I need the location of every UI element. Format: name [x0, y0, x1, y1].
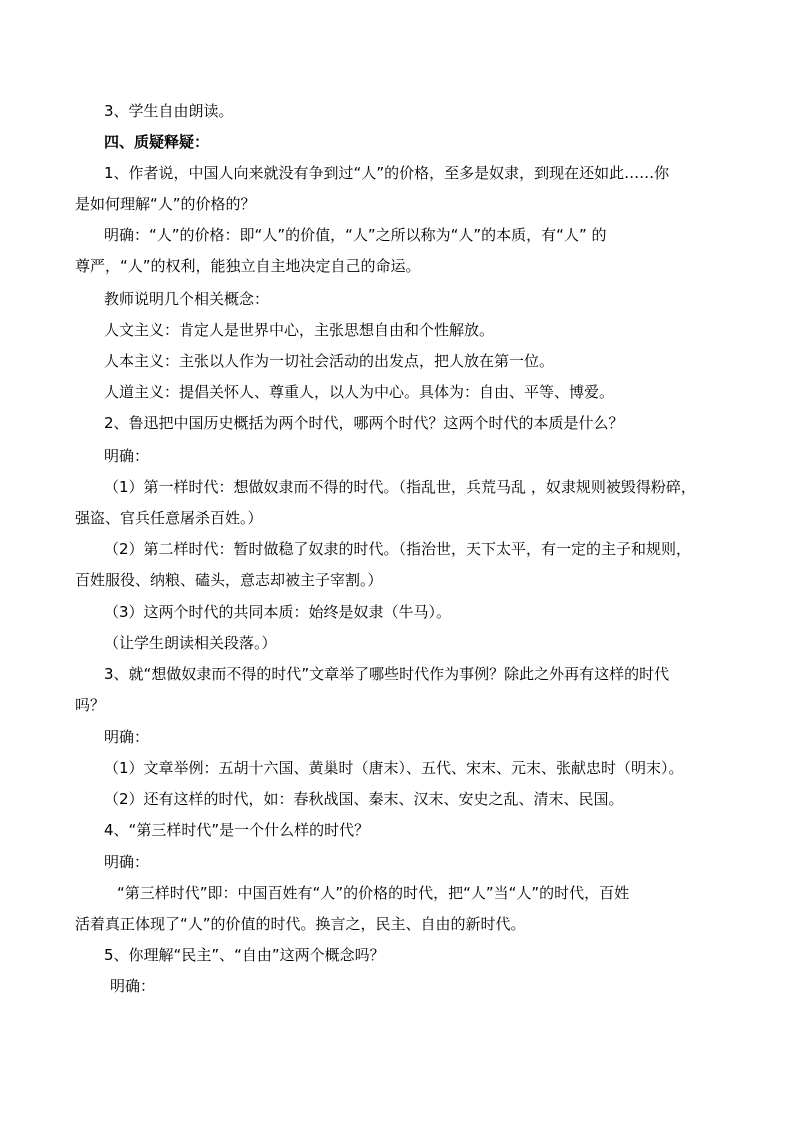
teacher-note: 教师说明几个相关概念： [104, 290, 270, 308]
concept-humanism: 人文主义：肯定人是世界中心，主张思想自由和个性解放。 [104, 321, 495, 339]
concept-human-centered: 人本主义：主张以人作为一切社会活动的出发点，把人放在第一位。 [104, 352, 555, 370]
question-5: 5、你理解“民主”、“自由”这两个概念吗？ [104, 946, 385, 964]
answer-4-line-2: 活着真正体现了“人”的价值的时代。换言之，民主、自由的新时代。 [75, 915, 526, 933]
answer-1-line-2: 尊严，“人”的权利，能独立自主地决定自己的命运。 [75, 257, 421, 275]
list-item-3: 3、学生自由朗读。 [104, 102, 234, 120]
answer-1-line-1: 明确：“人”的价格：即“人”的价值，“人”之所以称为“人”的本质，有“人” 的 [104, 226, 607, 244]
question-2: 2、鲁迅把中国历史概括为两个时代，哪两个时代？这两个时代的本质是什么？ [104, 414, 624, 432]
answer-2-item-1-line-1: （1）第一样时代：想做奴隶而不得的时代。（指乱世，兵荒马乱 ，奴隶规则被毁得粉碎， [104, 478, 696, 496]
answer-2-item-2-line-2: 百姓服役、纳粮、磕头，意志却被主子宰割。） [75, 571, 383, 589]
reading-instruction: （让学生朗读相关段落。） [104, 634, 277, 652]
concept-humanitarian: 人道主义：提倡关怀人、尊重人，以人为中心。具体为：自由、平等、博爱。 [104, 383, 615, 401]
answer-5-label: 明确： [110, 977, 156, 995]
answer-2-item-2-line-1: （2）第二样时代：暂时做稳了奴隶的时代。（指治世，天下太平，有一定的主子和规则， [104, 540, 692, 558]
section-heading-4: 四、质疑释疑： [104, 133, 210, 151]
answer-3-item-2: （2）还有这样的时代，如：春秋战国、秦末、汉末、安史之乱、清末、民国。 [104, 790, 624, 808]
answer-4-label: 明确： [104, 853, 150, 871]
answer-3-item-1: （1）文章举例：五胡十六国、黄巢时（唐末）、五代、宋末、元末、张献忠时（明末）。 [104, 759, 684, 777]
question-1-line-2: 是如何理解“人”的价格的？ [75, 195, 256, 213]
question-1-line-1: 1、作者说，中国人向来就没有争到过“人”的价格，至多是奴隶，到现在还如此……你 [104, 164, 670, 182]
question-4: 4、“第三样时代”是一个什么样的时代？ [104, 821, 370, 839]
answer-4-line-1: “第三样时代”即：中国百姓有“人”的价格的时代，把“人”当“人”的时代，百姓 [117, 884, 630, 902]
answer-2-item-1-line-2: 强盗、官兵任意屠杀百姓。） [75, 509, 263, 527]
question-3-line-2: 吗？ [75, 696, 106, 714]
answer-3-label: 明确： [104, 728, 150, 746]
answer-2-item-3: （3）这两个时代的共同本质：始终是奴隶（牛马）。 [104, 603, 452, 621]
answer-2-label: 明确： [104, 447, 150, 465]
question-3-line-1: 3、就“想做奴隶而不得的时代”文章举了哪些时代作为事例？除此之外再有这样的时代 [104, 665, 670, 683]
